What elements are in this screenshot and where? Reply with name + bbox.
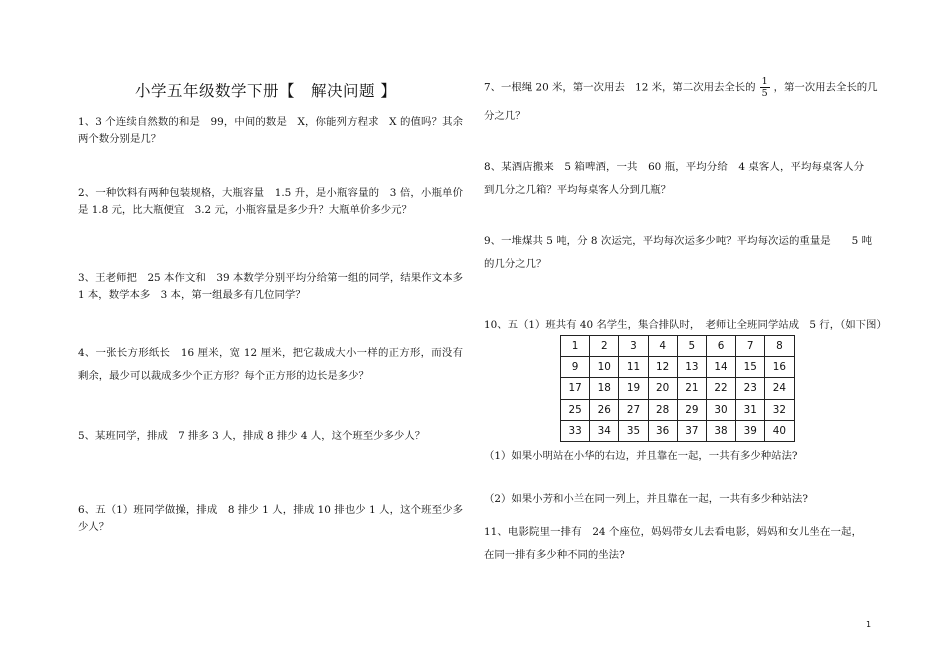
grid-cell: 11 (619, 357, 648, 378)
question-10: 10、五（1）班共有 40 名学生，集合排队时， 老师让全班同学站成 5 行，（如下图） (484, 319, 887, 331)
question-6: 6、五（1）班同学做操，排成 8 排少 1 人，排成 10 排也少 1 人，这个班至少多少人？ (78, 504, 463, 533)
grid-cell: 21 (677, 378, 706, 399)
grid-cell: 2 (590, 336, 619, 357)
fraction-numerator: 1 (761, 76, 768, 87)
grid-cell: 26 (590, 399, 619, 420)
grid-cell: 31 (736, 399, 765, 420)
grid-cell: 3 (619, 336, 648, 357)
grid-cell: 13 (677, 357, 706, 378)
grid-cell: 4 (648, 336, 677, 357)
question-7-text-after: ，第一次用去全长的几 (773, 81, 878, 94)
grid-row (561, 399, 795, 420)
fraction-one-fifth (760, 76, 770, 99)
grid-cell: 30 (706, 399, 735, 420)
grid-cell: 6 (706, 336, 735, 357)
grid-cell: 32 (765, 399, 794, 420)
grid-cell: 25 (561, 399, 590, 420)
grid-cell: 39 (736, 420, 765, 441)
grid-cell: 20 (648, 378, 677, 399)
grid-cell: 10 (590, 357, 619, 378)
grid-row (561, 336, 795, 357)
grid-cell: 15 (736, 357, 765, 378)
question-4: 4、一张长方形纸长 16 厘米，宽 12 厘米，把它裁成大小一样的正方形，而没有剩余，最少可以裁成多少个正方形？每个正方形的边长是多少？ (78, 347, 463, 382)
question-10-part-2: （2）如果小芳和小兰在同一列上，并且靠在一起，一共有多少种站法? (484, 493, 808, 505)
grid-row (561, 378, 795, 399)
grid-cell: 28 (648, 399, 677, 420)
question-7 (484, 76, 878, 99)
question-1: 1、3 个连续自然数的和是 99，中间的数是 X，你能列方程求 X 的值吗？其余两个数分别是几？ (78, 116, 463, 145)
grid-cell: 35 (619, 420, 648, 441)
grid-cell: 1 (561, 336, 590, 357)
grid-cell: 23 (736, 378, 765, 399)
page-number: 1 (866, 620, 872, 629)
grid-cell: 37 (677, 420, 706, 441)
grid-cell: 12 (648, 357, 677, 378)
grid-cell: 24 (765, 378, 794, 399)
grid-row (561, 420, 795, 441)
question-5: 5、某班同学，排成 7 排多 3 人，排成 8 排少 4 人，这个班至少多少人？ (78, 430, 426, 442)
question-8: 8、某酒店搬来 5 箱啤酒，一共 60 瓶，平均分给 4 桌客人，平均每桌客人分到几分之几箱？平均每桌客人分到几瓶？ (484, 161, 864, 196)
grid-cell: 14 (706, 357, 735, 378)
question-3: 3、王老师把 25 本作文和 39 本数学分别平均分给第一组的同学，结果作文本多 1 本，数学本多 3 本，第一组最多有几位同学？ (78, 272, 474, 301)
grid-cell: 22 (706, 378, 735, 399)
grid-cell: 19 (619, 378, 648, 399)
grid-cell: 29 (677, 399, 706, 420)
grid-row (561, 357, 795, 378)
grid-cell: 18 (590, 378, 619, 399)
seating-grid (560, 335, 795, 442)
grid-cell: 9 (561, 357, 590, 378)
grid-cell: 16 (765, 357, 794, 378)
grid-cell: 5 (677, 336, 706, 357)
page-title: 小学五年级数学下册【 解决问题 】 (135, 82, 397, 100)
question-7-line-2: 分之几？ (484, 110, 526, 122)
question-10-part-1: （1）如果小明站在小华的右边，并且靠在一起，一共有多少种站法? (484, 450, 798, 462)
grid-cell: 7 (736, 336, 765, 357)
grid-cell: 17 (561, 378, 590, 399)
question-2: 2、一种饮料有两种包装规格，大瓶容量 1.5 升，是小瓶容量的 3 倍，小瓶单价是 1.8 元，比大瓶便宜 3.2 元，小瓶容量是多少升？大瓶单价多少元？ (78, 187, 463, 216)
grid-cell: 38 (706, 420, 735, 441)
grid-cell: 34 (590, 420, 619, 441)
question-7-text-before: 7、一根绳 20 米，第一次用去 12 米，第二次用去全长的 (484, 81, 756, 94)
grid-cell: 36 (648, 420, 677, 441)
grid-cell: 40 (765, 420, 794, 441)
fraction-denominator: 5 (761, 88, 768, 99)
question-9: 9、一堆煤共 5 吨，分 8 次运完，平均每次运多少吨？平均每次运的重量是 5 吨的几分之几？ (484, 235, 872, 270)
grid-cell: 33 (561, 420, 590, 441)
grid-cell: 27 (619, 399, 648, 420)
grid-cell: 8 (765, 336, 794, 357)
question-11: 11、电影院里一排有 24 个座位，妈妈带女儿去看电影，妈妈和女儿坐在一起，在同一排有多少种不同的坐法? (484, 526, 862, 561)
